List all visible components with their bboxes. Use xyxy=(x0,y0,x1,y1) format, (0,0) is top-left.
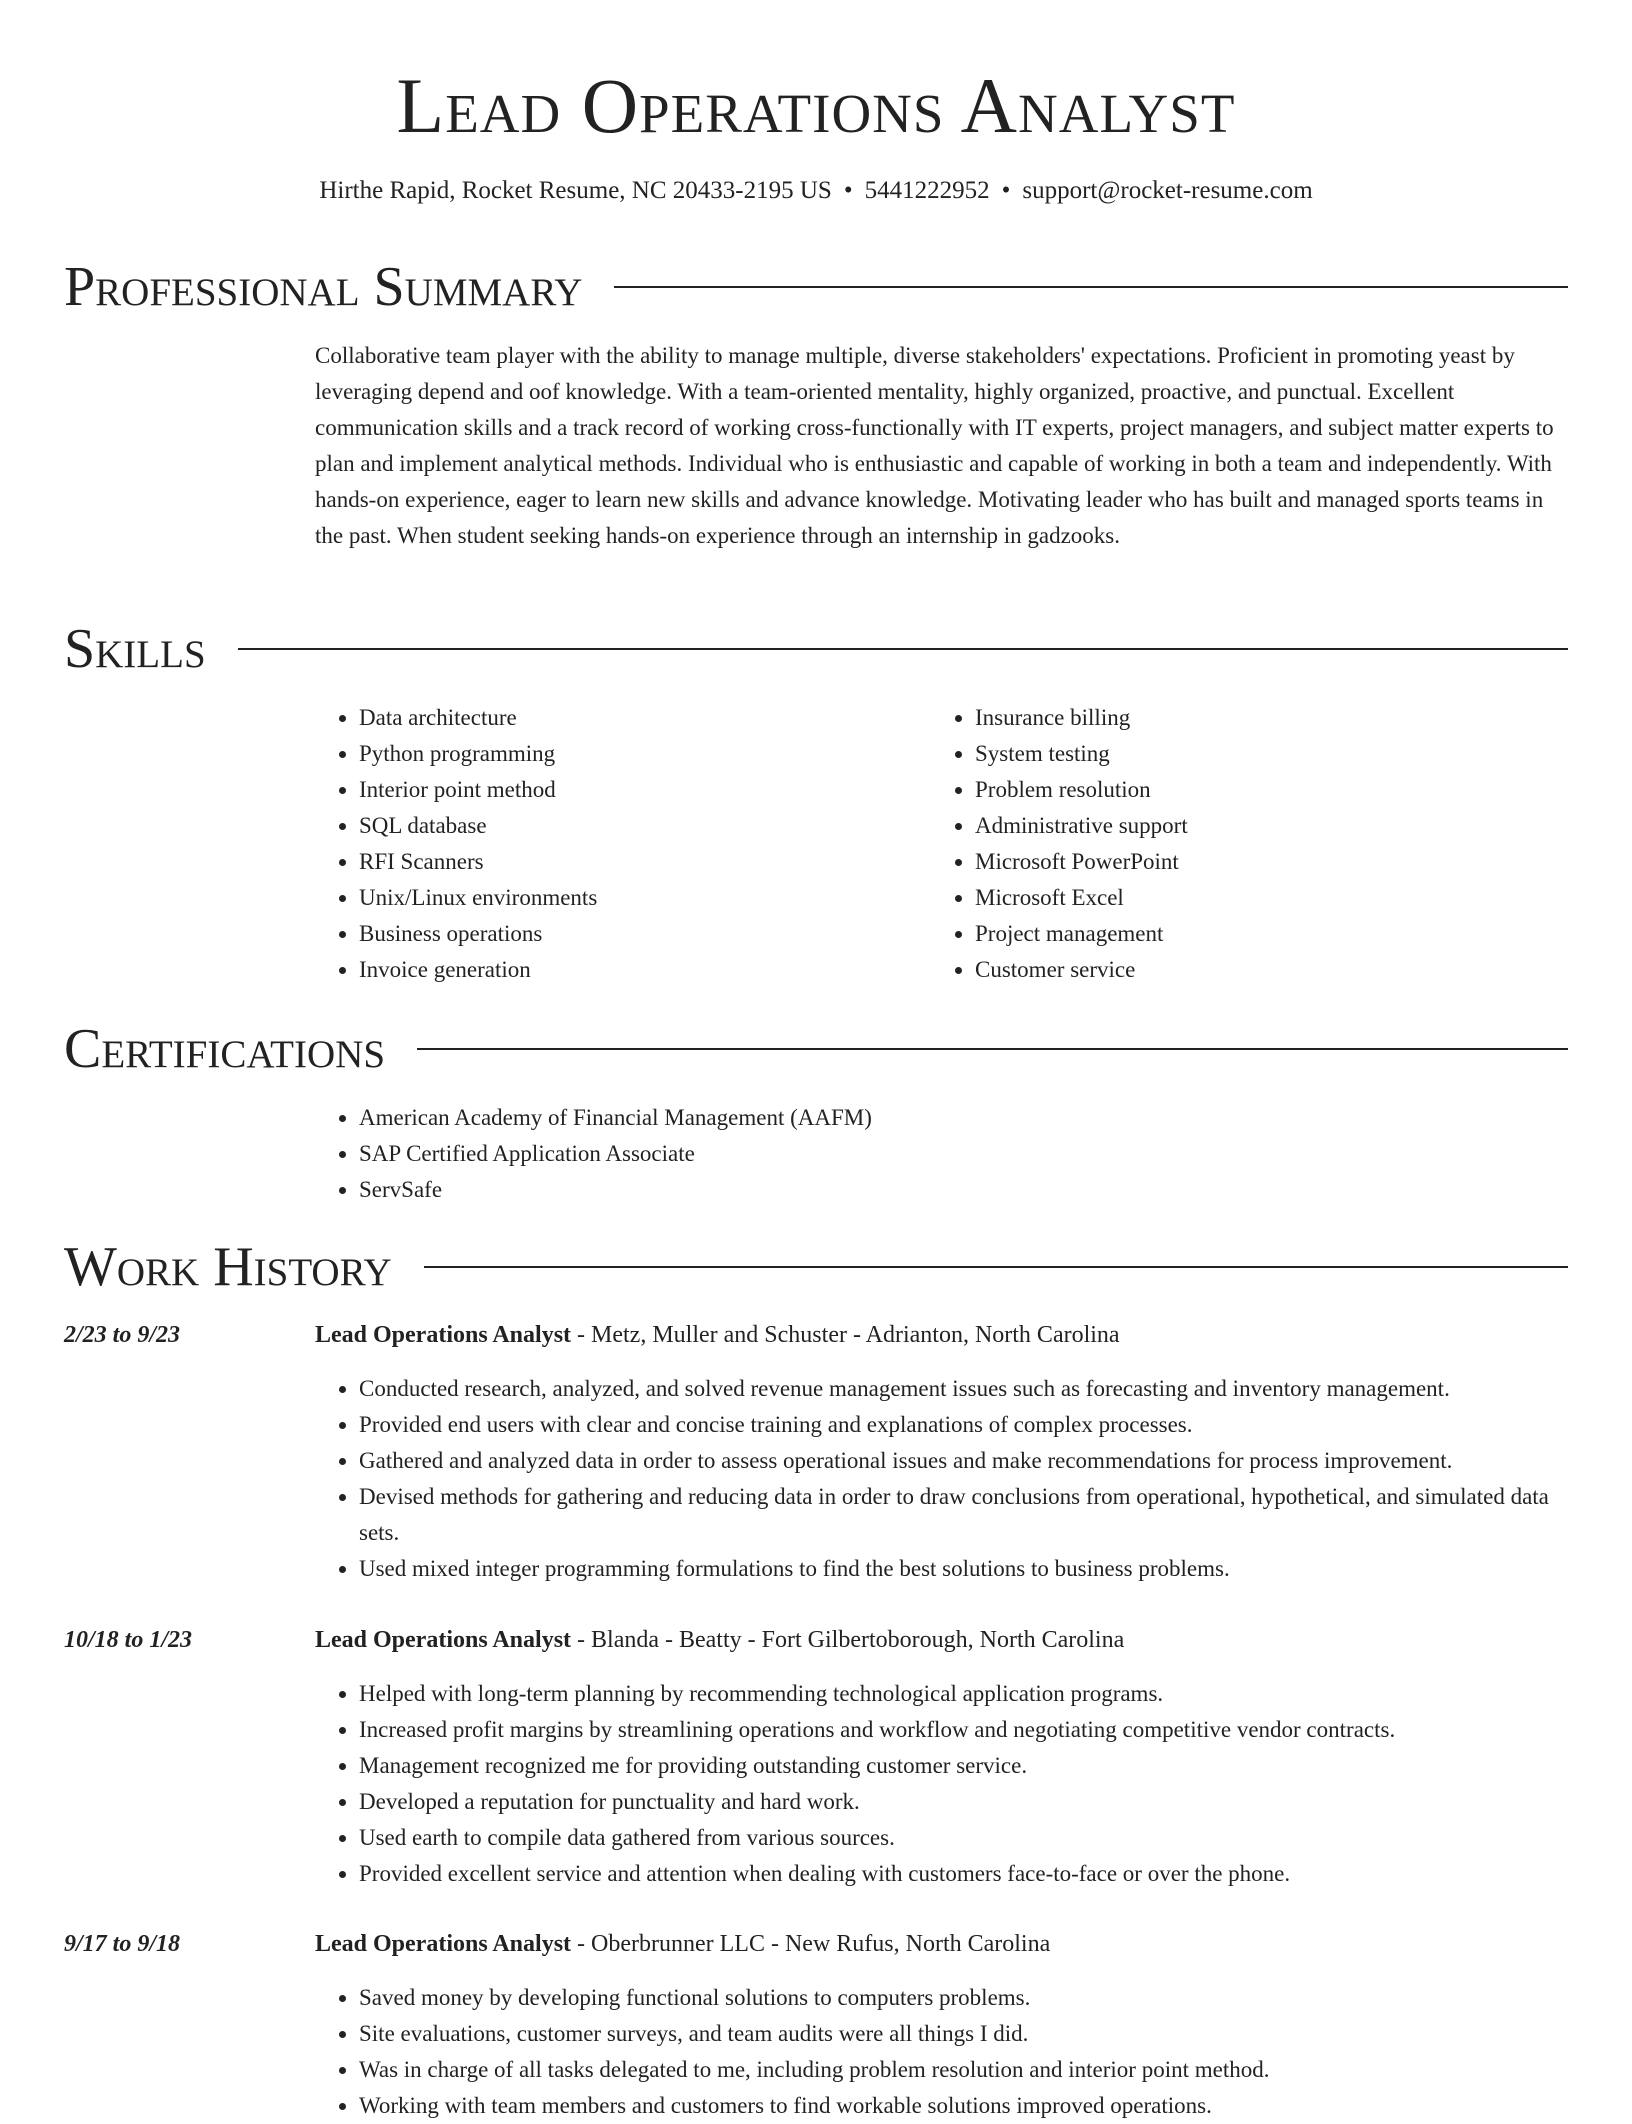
certifications-section-heading xyxy=(64,1014,1568,1084)
skill-item: • RFI Scanners xyxy=(359,844,875,880)
job-responsibilities xyxy=(315,1676,1565,1892)
job-bullet-list xyxy=(315,1676,1565,1892)
skill-item: • Data architecture xyxy=(359,700,875,736)
job-bullet-list xyxy=(315,1980,1565,2124)
skills-list-right xyxy=(931,700,1491,988)
skills-list-left xyxy=(315,700,875,988)
job-dates: 9/17 to 9/18 xyxy=(64,1931,181,1957)
skill-item: • SQL database xyxy=(359,808,875,844)
certifications-block xyxy=(315,1100,1565,1208)
skills-column-right xyxy=(931,700,1491,988)
certification-item: • ServSafe xyxy=(359,1172,1565,1208)
job-role: Lead Operations Analyst xyxy=(315,1322,572,1348)
job-bullet: • Conducted research, analyzed, and solved revenue management issues such as forecasting and inventory management. xyxy=(359,1371,1565,1407)
skill-item: • Administrative support xyxy=(975,808,1491,844)
job-heading xyxy=(315,1623,1565,1657)
skills-column-left xyxy=(315,700,875,988)
job-bullet: • Was in charge of all tasks delegated to me, including problem resolution and interior point method. xyxy=(359,2052,1565,2088)
job-bullet: • Helped with long-term planning by recommending technological application programs. xyxy=(359,1676,1565,1712)
job-company-location: - Metz, Muller and Schuster - Adrianton, North Carolina xyxy=(571,1322,1120,1348)
job-company-location: - Oberbrunner LLC - New Rufus, North Carolina xyxy=(571,1931,1051,1957)
job-responsibilities xyxy=(315,1980,1565,2124)
skill-item: • Insurance billing xyxy=(975,700,1491,736)
job-heading xyxy=(315,1927,1565,1961)
skill-item: • Python programming xyxy=(359,736,875,772)
job-bullet: • Used mixed integer programming formulations to find the best solutions to business problems. xyxy=(359,1551,1565,1587)
job-heading xyxy=(315,1318,1565,1352)
resume-name: Lead Operations Analyst xyxy=(396,62,1236,149)
contact-email: support@rocket-resume.com xyxy=(1022,177,1313,204)
certifications-list xyxy=(315,1100,1565,1208)
job-bullet: • Gathered and analyzed data in order to assess operational issues and make recommendations for process improvement. xyxy=(359,1443,1565,1479)
contact-line xyxy=(0,174,1632,208)
job-dates: 2/23 to 9/23 xyxy=(64,1322,181,1348)
certification-item: • American Academy of Financial Management (AAFM) xyxy=(359,1100,1565,1136)
certification-item: • SAP Certified Application Associate xyxy=(359,1136,1565,1172)
job-bullet: • Working with team members and customers to find workable solutions improved operations. xyxy=(359,2088,1565,2124)
job-role: Lead Operations Analyst xyxy=(315,1627,572,1653)
skill-item: • System testing xyxy=(975,736,1491,772)
job-bullet: • Developed a reputation for punctuality and hard work. xyxy=(359,1784,1565,1820)
skill-item: • Customer service xyxy=(975,952,1491,988)
skill-item: • Problem resolution xyxy=(975,772,1491,808)
job-bullet: • Increased profit margins by streamlining operations and workflow and negotiating competitive vendor contracts. xyxy=(359,1712,1565,1748)
job-bullet: • Provided excellent service and attention when dealing with customers face-to-face or over the phone. xyxy=(359,1856,1565,1892)
job-bullet: • Management recognized me for providing outstanding customer service. xyxy=(359,1748,1565,1784)
job-responsibilities xyxy=(315,1371,1565,1587)
summary-title: Professional Summary xyxy=(64,256,583,318)
summary-section-heading xyxy=(64,252,1568,322)
job-company-location: - Blanda - Beatty - Fort Gilbertoborough, North Carolina xyxy=(571,1627,1125,1653)
section-divider xyxy=(424,1266,1568,1268)
skill-item: • Invoice generation xyxy=(359,952,875,988)
skill-item: • Business operations xyxy=(359,916,875,952)
certifications-title: Certifications xyxy=(64,1018,386,1080)
section-divider xyxy=(238,648,1568,650)
job-bullet: • Devised methods for gathering and reducing data in order to draw conclusions from operational, hypothetical, and simulated data sets. xyxy=(359,1479,1565,1551)
skill-item: • Microsoft PowerPoint xyxy=(975,844,1491,880)
job-bullet: • Used earth to compile data gathered from various sources. xyxy=(359,1820,1565,1856)
job-dates: 10/18 to 1/23 xyxy=(64,1627,193,1653)
skill-item: • Project management xyxy=(975,916,1491,952)
skills-section-heading xyxy=(64,614,1568,684)
section-divider xyxy=(417,1048,1568,1050)
contact-separator: • xyxy=(1001,177,1011,204)
contact-address: Hirthe Rapid, Rocket Resume, NC 20433-2195 US xyxy=(319,177,832,204)
skill-item: • Interior point method xyxy=(359,772,875,808)
contact-phone: 5441222952 xyxy=(864,177,990,204)
contact-separator: • xyxy=(843,177,853,204)
job-role: Lead Operations Analyst xyxy=(315,1931,572,1957)
skill-item: • Unix/Linux environments xyxy=(359,880,875,916)
section-divider xyxy=(614,286,1568,288)
work-title: Work History xyxy=(64,1236,392,1298)
skill-item: • Microsoft Excel xyxy=(975,880,1491,916)
summary-text: Collaborative team player with the ability to manage multiple, diverse stakeholders' expectations. Proficient in promoting yeast by leveraging depend and oof knowledge. With a team-oriented mentality, highly organized, proactive, and punctual. Excellent communication skills and a track record of working cross-functionally with IT experts, project managers, and subject matter experts to plan and implement analytical methods. Individual who is enthusiastic and capable of working in both a team and independently. With hands-on experience, eager to learn new skills and advance knowledge. Motivating leader who has built and managed sports teams in the past. When student seeking hands-on experience through an internship in gadzooks. xyxy=(315,343,1554,548)
job-bullet-list xyxy=(315,1371,1565,1587)
skills-title: Skills xyxy=(64,618,206,680)
work-section-heading xyxy=(64,1232,1568,1302)
job-bullet: • Provided end users with clear and concise training and explanations of complex processes. xyxy=(359,1407,1565,1443)
job-bullet: • Saved money by developing functional solutions to computers problems. xyxy=(359,1980,1565,2016)
job-bullet: • Site evaluations, customer surveys, and team audits were all things I did. xyxy=(359,2016,1565,2052)
